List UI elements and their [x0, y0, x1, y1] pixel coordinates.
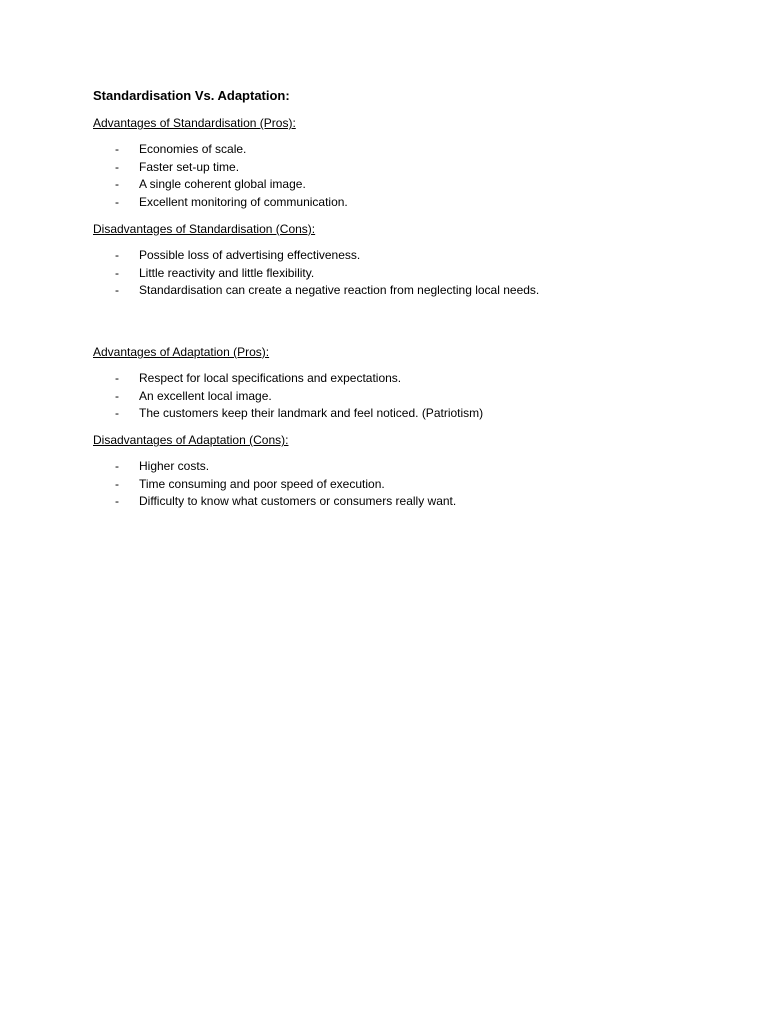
list-item-text: The customers keep their landmark and feel noticed. (Patriotism) [139, 406, 484, 421]
list-item [93, 247, 713, 265]
list-item [93, 493, 713, 511]
list-item [93, 141, 713, 159]
bullet-dash: - [115, 265, 119, 280]
document-title: Standardisation Vs. Adaptation: [93, 88, 290, 103]
bullet-dash: - [115, 142, 119, 156]
list-item-text: Standardisation can create a negative reaction from neglecting local needs. [139, 283, 540, 298]
bullet-dash: - [115, 494, 119, 509]
list-item-text: Time consuming and poor speed of execution. [139, 476, 385, 491]
section-heading-adaptation-pros: Advantages of Adaptation (Pros): [93, 344, 270, 359]
document-page [93, 86, 713, 520]
list-item [93, 388, 713, 406]
bullet-dash: - [115, 406, 119, 421]
bullet-dash: - [115, 177, 119, 192]
list-item [93, 159, 713, 177]
list-item [93, 476, 713, 494]
list-item [93, 405, 713, 423]
bullet-dash: - [115, 476, 119, 491]
list-item-text: Faster set-up time. [139, 159, 240, 174]
bullet-dash: - [115, 388, 119, 403]
section-heading-adaptation-cons: Disadvantages of Adaptation (Cons): [93, 433, 289, 448]
list-item [93, 176, 713, 194]
bullet-dash: - [115, 247, 119, 262]
bullet-dash: - [115, 370, 119, 385]
list-item-text: An excellent local image. [139, 388, 272, 403]
bullet-dash: - [115, 159, 119, 174]
list-item-text: Difficulty to know what customers or consumers really want. [139, 494, 457, 509]
adaptation-cons-list [93, 458, 713, 511]
section-spacer [93, 309, 713, 344]
list-item-text: Higher costs. [139, 459, 210, 474]
list-item [93, 282, 713, 300]
list-item [93, 370, 713, 388]
list-item-text: Respect for local specifications and expectations. [139, 370, 402, 385]
standardisation-pros-list [93, 141, 713, 212]
list-item [93, 194, 713, 212]
list-item-text: Possible loss of advertising effectiveness. [139, 247, 361, 262]
list-item-text: A single coherent global image. [139, 177, 306, 192]
section-heading-standardisation-pros: Advantages of Standardisation (Pros): [93, 116, 296, 130]
standardisation-cons-list [93, 247, 713, 300]
adaptation-pros-list [93, 370, 713, 423]
section-heading-standardisation-cons: Disadvantages of Standardisation (Cons): [93, 221, 316, 236]
list-item [93, 458, 713, 476]
list-item [93, 265, 713, 283]
bullet-dash: - [115, 459, 119, 474]
list-item-text: Economies of scale. [139, 142, 247, 156]
bullet-dash: - [115, 283, 119, 298]
list-item-text: Little reactivity and little flexibility. [139, 265, 315, 280]
bullet-dash: - [115, 195, 119, 210]
list-item-text: Excellent monitoring of communication. [139, 195, 348, 210]
